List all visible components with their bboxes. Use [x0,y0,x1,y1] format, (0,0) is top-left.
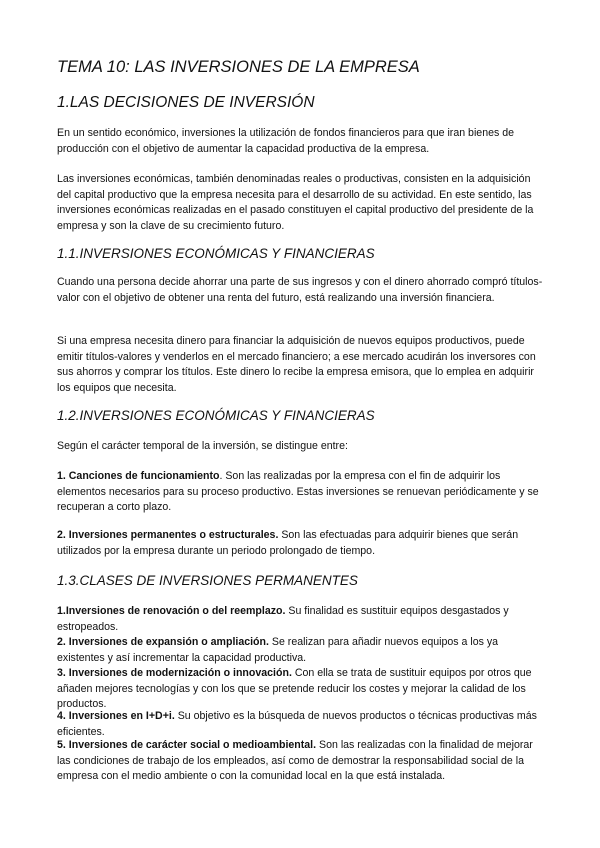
section-1-paragraph-2: Las inversiones económicas, también denominadas reales o productivas, consisten en la adquisición del capital productivo que la empresa necesita para el desarrollo de su actividad. En este sentido, las inversiones económicas realizadas en el pasado constituyen el capital productivo del presidente de la empresa y son la clave de su crecimiento futuro. [57,173,534,233]
type-1-description: Su finalidad es sustituir equipos desgastados y estropeados. [57,605,509,633]
section-1-paragraph-1: En un sentido económico, inversiones la utilización de fondos financieros para que iran bienes de producción con el objetivo de aumentar la capacidad productiva de la empresa. [57,127,514,155]
section-1-2-intro: Según el carácter temporal de la inversión, se distingue entre: [57,440,348,452]
permanent-investment-type-2 [57,635,547,666]
section-1-heading: 1.LAS DECISIONES DE INVERSIÓN [57,94,315,111]
document-title: TEMA 10: LAS INVERSIONES DE LA EMPRESA [57,58,420,76]
type-5-description: Son las realizadas con la finalidad de mejorar las condiciones de trabajo de los empleados, así como de demostrar la responsabilidad social de la empresa con el medio ambiente o con la comunidad local en la que está instalada. [57,739,533,783]
item-1-term: 1. Canciones de funcionamiento [57,470,220,482]
type-1-term: 1.Inversiones de renovación o del reemplazo. [57,605,286,617]
item-2-description: Son las efectuadas para adquirir bienes que serán utilizados por la empresa durante un periodo prolongado de tiempo. [57,529,519,557]
section-1-3-heading: 1.3.CLASES DE INVERSIONES PERMANENTES [57,573,358,588]
item-2-term: 2. Inversiones permanentes o estructurales. [57,529,279,541]
permanent-investment-type-4 [57,709,547,740]
type-5-term: 5. Inversiones de carácter social o medioambiental. [57,739,317,751]
type-4-term: 4. Inversiones en I+D+i. [57,710,175,722]
type-3-term: 3. Inversiones de modernización o innovación. [57,667,292,679]
type-2-description: Se realizan para añadir nuevos equipos a los ya existentes y así incrementar la capacidad productiva. [57,636,499,664]
type-3-description: Con ella se trata de sustituir equipos por otros que añaden mejores tecnologías y con los que se pretende reducir los costes y mejorar la calidad de los productos. [57,667,532,711]
section-1-1-paragraph-2: Si una empresa necesita dinero para financiar la adquisición de nuevos equipos productivos, puede emitir títulos-valores y venderlos en el mercado financiero; a ese mercado acudirán los inversores con sus ahorros y comprar los títulos. Este dinero lo recibe la empresa emisora, que lo emplea en adquirir los equipos que necesita. [57,335,536,395]
permanent-investment-type-5 [57,738,547,785]
section-1-2-item-1 [57,469,547,516]
type-2-term: 2. Inversiones de expansión o ampliación. [57,636,269,648]
permanent-investment-type-3 [57,666,547,713]
section-1-2-item-2 [57,528,547,559]
type-4-description: Su objetivo es la búsqueda de nuevos productos o técnicas productivas más eficientes. [57,710,537,738]
permanent-investment-type-1 [57,604,547,635]
section-1-1-paragraph-1: Cuando una persona decide ahorrar una parte de sus ingresos y con el dinero ahorrado compró títulos-valor con el objetivo de obtener una renta del futuro, está realizando una inversión financiera. [57,276,543,304]
item-1-description: . Son las realizadas por la empresa con el fin de adquirir los elementos necesarios para su proceso productivo. Estas inversiones se renuevan periódicamente y se recuperan a corto plazo. [57,470,539,514]
section-1-2-heading: 1.2.INVERSIONES ECONÓMICAS Y FINANCIERAS [57,408,375,423]
section-1-1-heading: 1.1.INVERSIONES ECONÓMICAS Y FINANCIERAS [57,246,375,261]
